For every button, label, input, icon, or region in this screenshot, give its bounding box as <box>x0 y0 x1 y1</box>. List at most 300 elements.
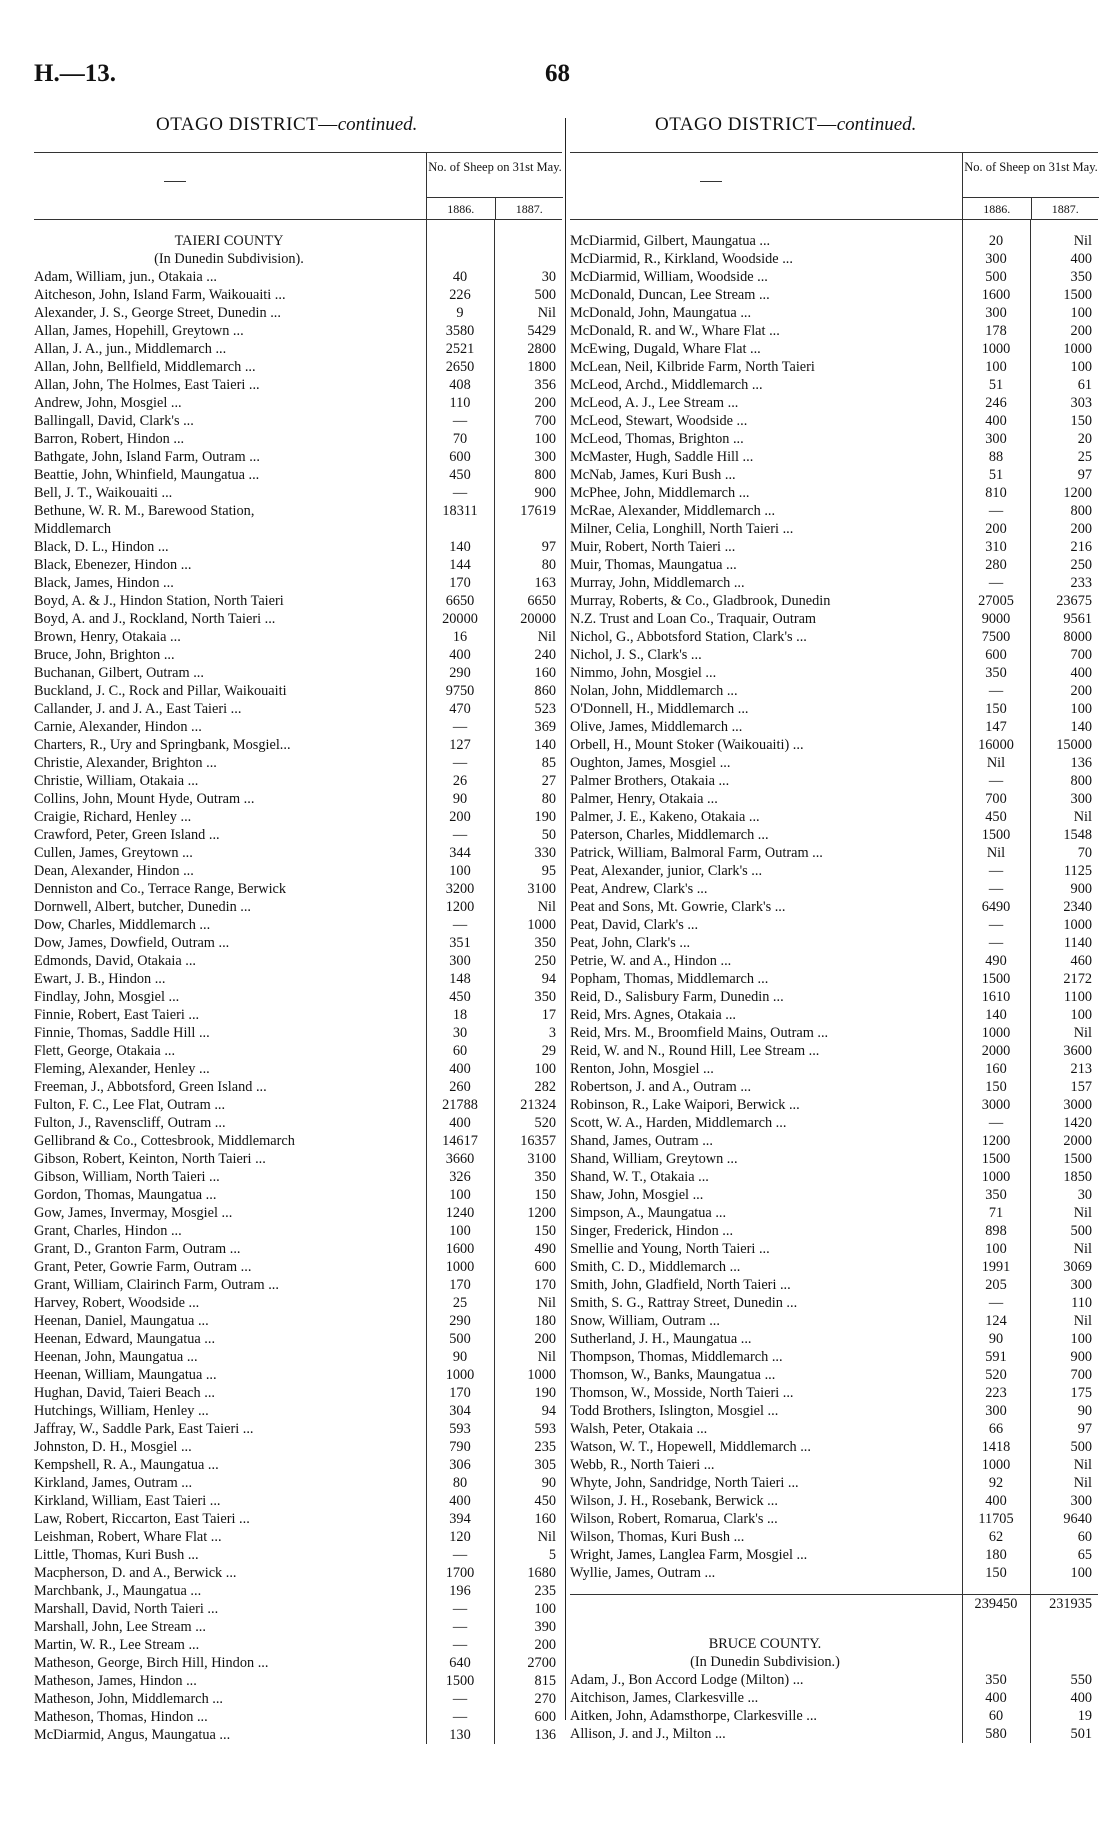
table-row <box>570 340 1098 358</box>
table-row <box>34 952 562 970</box>
sheep-1887: 1500 <box>1063 1151 1092 1167</box>
owner-name: McLeod, Archd., Middlemarch ... <box>570 377 763 393</box>
table-row <box>34 1366 562 1384</box>
sheep-1886: 591 <box>985 1349 1007 1365</box>
table-row <box>570 952 1098 970</box>
table-row <box>570 1689 1098 1707</box>
sheep-1886: 70 <box>452 431 468 447</box>
sheep-1887: 15000 <box>1056 737 1092 753</box>
table-row <box>570 790 1098 808</box>
sheep-1886: — <box>988 881 1004 897</box>
left-header-dash <box>164 181 186 182</box>
sheep-1887: 190 <box>534 809 556 825</box>
sheep-1886: 100 <box>985 359 1007 375</box>
owner-name: Palmer, J. E., Kakeno, Otakaia ... <box>570 809 760 825</box>
sheep-1886: 51 <box>988 377 1004 393</box>
owner-name: Beattie, John, Whinfield, Maungatua ... <box>34 467 260 483</box>
owner-name: Peat, David, Clark's ... <box>570 917 699 933</box>
table-row <box>34 556 562 574</box>
sheep-1886: 520 <box>985 1367 1007 1383</box>
table-row <box>34 1690 562 1708</box>
owner-name: Aitchison, James, Clarkesville ... <box>570 1690 759 1706</box>
table-row <box>570 466 1098 484</box>
sheep-1887: 100 <box>1070 1565 1092 1581</box>
sheep-1887: 19 <box>1077 1708 1092 1724</box>
table-row <box>34 1510 562 1528</box>
owner-name: Little, Thomas, Kuri Bush ... <box>34 1547 199 1563</box>
sheep-1887: 20 <box>1077 431 1092 447</box>
owner-name: Gibson, Robert, Keinton, North Taieri ... <box>34 1151 266 1167</box>
sheep-1887: 29 <box>541 1043 556 1059</box>
sheep-1886: 16 <box>452 629 468 645</box>
sheep-1886: 1500 <box>981 827 1011 843</box>
right-district-name: OTAGO DISTRICT— <box>655 114 837 135</box>
sheep-1887: 300 <box>1070 791 1092 807</box>
sheep-1886: Nil <box>986 845 1006 861</box>
sheep-1887: 450 <box>534 1493 556 1509</box>
table-row <box>570 1671 1098 1689</box>
table-row <box>570 682 1098 700</box>
left-year-1887: 1887. <box>495 198 564 220</box>
owner-name: Dow, Charles, Middlemarch ... <box>34 917 211 933</box>
owner-name: Cullen, James, Greytown ... <box>34 845 193 861</box>
owner-name: Heenan, Edward, Maungatua ... <box>34 1331 216 1347</box>
table-row <box>570 1042 1098 1060</box>
sheep-1886: 326 <box>449 1169 471 1185</box>
sheep-1886: 1000 <box>981 1025 1011 1041</box>
owner-name: Kirkland, James, Outram ... <box>34 1475 193 1491</box>
sheep-1887: 9640 <box>1063 1511 1092 1527</box>
owner-name: Boyd, A. and J., Rockland, North Taieri ... <box>34 611 276 627</box>
owner-name: Thompson, Thomas, Middlemarch ... <box>570 1349 783 1365</box>
sheep-1887: 1850 <box>1063 1169 1092 1185</box>
sheep-1886: 11705 <box>978 1511 1014 1527</box>
right-year-1887: 1887. <box>1031 198 1100 220</box>
sheep-1886: 150 <box>985 1079 1007 1095</box>
owner-name: Fulton, J., Ravenscliff, Outram ... <box>34 1115 226 1131</box>
table-row <box>570 1186 1098 1204</box>
sheep-1886: 1000 <box>981 1169 1011 1185</box>
owner-name: Aitcheson, John, Island Farm, Waikouaiti ... <box>34 287 286 303</box>
sheep-1887: 520 <box>534 1115 556 1131</box>
sheep-1886: 170 <box>449 1385 471 1401</box>
owner-name: Dean, Alexander, Hindon ... <box>34 863 194 879</box>
owner-name: Smellie and Young, North Taieri ... <box>570 1241 770 1257</box>
sheep-1887: 80 <box>541 557 556 573</box>
taieri-county-title: TAIERI COUNTY <box>174 233 284 249</box>
table-row <box>570 628 1098 646</box>
sheep-1886: 500 <box>449 1331 471 1347</box>
sheep-1886: 1500 <box>445 1673 475 1689</box>
owner-name: Kempshell, R. A., Maungatua ... <box>34 1457 219 1473</box>
sheep-1887: 170 <box>534 1277 556 1293</box>
right-sheep-header <box>962 153 1099 219</box>
owner-name: Nichol, G., Abbotsford Station, Clark's ... <box>570 629 807 645</box>
table-row <box>570 754 1098 772</box>
sheep-1886: 1000 <box>445 1367 475 1383</box>
sheep-1886: 280 <box>985 557 1007 573</box>
sheep-1886: — <box>452 827 468 843</box>
sheep-1886: 1240 <box>445 1205 475 1221</box>
table-row <box>34 988 562 1006</box>
owner-name: Barron, Robert, Hindon ... <box>34 431 185 447</box>
owner-name: McDiarmid, Gilbert, Maungatua ... <box>570 233 771 249</box>
owner-name: Peat, Alexander, junior, Clark's ... <box>570 863 763 879</box>
owner-name: Whyte, John, Sandridge, North Taieri ... <box>570 1475 799 1491</box>
table-row <box>570 1276 1098 1294</box>
sheep-1886: 147 <box>985 719 1007 735</box>
sheep-1886: 1991 <box>981 1259 1011 1275</box>
sheep-1886: 130 <box>449 1727 471 1743</box>
table-row <box>570 538 1098 556</box>
sheep-1886: 180 <box>985 1547 1007 1563</box>
owner-name: Christie, William, Otakaia ... <box>34 773 199 789</box>
table-row <box>570 718 1098 736</box>
sheep-1887: Nil <box>537 1349 556 1365</box>
table-row <box>570 1366 1098 1384</box>
sheep-1887: 140 <box>1070 719 1092 735</box>
table-row <box>570 610 1098 628</box>
taieri-subdivision: (In Dunedin Subdivision). <box>154 251 304 267</box>
table-row <box>570 376 1098 394</box>
table-row <box>570 1258 1098 1276</box>
owner-name: Findlay, John, Mosgiel ... <box>34 989 180 1005</box>
owner-name: Brown, Henry, Otakaia ... <box>34 629 181 645</box>
owner-name: Gellibrand & Co., Cottesbrook, Middlemarch <box>34 1133 295 1149</box>
sheep-1886: 6490 <box>981 899 1011 915</box>
owner-name: Alexander, J. S., George Street, Dunedin ... <box>34 305 281 321</box>
sheep-1886: 140 <box>985 1007 1007 1023</box>
table-row <box>34 808 562 826</box>
owner-name: Olive, James, Middlemarch ... <box>570 719 743 735</box>
table-row <box>570 1330 1098 1348</box>
sheep-1886: 1600 <box>445 1241 475 1257</box>
sheep-1886: 450 <box>449 989 471 1005</box>
owner-name: Paterson, Charles, Middlemarch ... <box>570 827 769 843</box>
sheep-1887: 100 <box>534 431 556 447</box>
sheep-1887: Nil <box>537 629 556 645</box>
owner-name: Hughan, David, Taieri Beach ... <box>34 1385 215 1401</box>
sheep-1887: 9561 <box>1063 611 1092 627</box>
table-row <box>570 574 1098 592</box>
owner-name: Johnston, D. H., Mosgiel ... <box>34 1439 192 1455</box>
sheep-1887: Nil <box>1073 1025 1092 1041</box>
owner-name: Matheson, Thomas, Hindon ... <box>34 1709 208 1725</box>
sheep-1887: 175 <box>1070 1385 1092 1401</box>
sheep-1887: 95 <box>541 863 556 879</box>
column-divider <box>565 118 566 1720</box>
owner-name: Matheson, James, Hindon ... <box>34 1673 197 1689</box>
owner-name: Black, James, Hindon ... <box>34 575 174 591</box>
sheep-1887: 2800 <box>527 341 556 357</box>
sheep-1886: 400 <box>985 1690 1007 1706</box>
owner-name: Macpherson, D. and A., Berwick ... <box>34 1565 237 1581</box>
owner-name: Fulton, F. C., Lee Flat, Outram ... <box>34 1097 226 1113</box>
sheep-1887: 1000 <box>1063 341 1092 357</box>
sheep-1887: 200 <box>1070 521 1092 537</box>
table-row <box>570 1438 1098 1456</box>
owner-name: Black, D. L., Hindon ... <box>34 539 169 555</box>
sheep-1886: 9750 <box>445 683 475 699</box>
owner-name: Nolan, John, Middlemarch ... <box>570 683 738 699</box>
sheep-1886: 470 <box>449 701 471 717</box>
sheep-1887: 400 <box>1070 251 1092 267</box>
table-row <box>34 898 562 916</box>
sheep-1886: 124 <box>985 1313 1007 1329</box>
sheep-1886: 40 <box>452 269 468 285</box>
table-row <box>570 1420 1098 1438</box>
sheep-1887: 1420 <box>1063 1115 1092 1131</box>
sheep-1886: 400 <box>449 1061 471 1077</box>
sheep-1887: 2000 <box>1063 1133 1092 1149</box>
sheep-1886: 196 <box>449 1583 471 1599</box>
sheep-1886: 1700 <box>445 1565 475 1581</box>
sheep-1887: 2700 <box>527 1655 556 1671</box>
table-row <box>570 898 1098 916</box>
sheep-1887: 350 <box>534 989 556 1005</box>
sheep-1887: 6650 <box>527 593 556 609</box>
owner-name: Craigie, Richard, Henley ... <box>34 809 192 825</box>
sheep-1886: — <box>988 935 1004 951</box>
sheep-1886: 6650 <box>445 593 475 609</box>
owner-name: Allison, J. and J., Milton ... <box>570 1726 726 1742</box>
sheep-1887: 500 <box>1070 1223 1092 1239</box>
owner-name: O'Donnell, H., Middlemarch ... <box>570 701 749 717</box>
sheep-1887: 150 <box>1070 413 1092 429</box>
sheep-1887: 150 <box>534 1223 556 1239</box>
sheep-1887: 60 <box>1077 1529 1092 1545</box>
table-row <box>34 682 562 700</box>
table-row <box>34 358 562 376</box>
sheep-1886: 16000 <box>978 737 1014 753</box>
sheep-1887: 8000 <box>1063 629 1092 645</box>
owner-name: Wilson, J. H., Rosebank, Berwick ... <box>570 1493 778 1509</box>
owner-name: McDiarmid, R., Kirkland, Woodside ... <box>570 251 793 267</box>
sheep-1886: 71 <box>988 1205 1004 1221</box>
sheep-1887: 900 <box>534 485 556 501</box>
owner-name: Martin, W. R., Lee Stream ... <box>34 1637 200 1653</box>
sheep-1886: 200 <box>985 521 1007 537</box>
owner-name: Grant, D., Granton Farm, Outram ... <box>34 1241 241 1257</box>
table-row <box>570 430 1098 448</box>
sheep-1886: 2000 <box>981 1043 1011 1059</box>
table-row <box>570 1204 1098 1222</box>
sheep-1886: 350 <box>985 1187 1007 1203</box>
sheep-1886: 1500 <box>981 971 1011 987</box>
table-row <box>570 1222 1098 1240</box>
table-row <box>570 772 1098 790</box>
sheep-1887: 140 <box>534 737 556 753</box>
sheep-1887: Nil <box>537 305 556 321</box>
sheep-1886: 21788 <box>442 1097 478 1113</box>
table-row <box>34 1312 562 1330</box>
sheep-1886: 306 <box>449 1457 471 1473</box>
sheep-1886: 100 <box>985 1241 1007 1257</box>
table-row <box>34 736 562 754</box>
total-1887: 231935 <box>1049 1596 1092 1612</box>
sheep-1887: 1200 <box>527 1205 556 1221</box>
sheep-1887: 240 <box>534 647 556 663</box>
sheep-1886: 100 <box>449 863 471 879</box>
sheep-1886: 25 <box>452 1295 468 1311</box>
sheep-1887: 157 <box>1070 1079 1092 1095</box>
table-row <box>34 1276 562 1294</box>
sheep-1887: Nil <box>537 1529 556 1545</box>
table-row <box>34 1258 562 1276</box>
sheep-1887: 600 <box>534 1709 556 1725</box>
table-row <box>570 1294 1098 1312</box>
sheep-1887: 369 <box>534 719 556 735</box>
sheep-1887: 100 <box>1070 701 1092 717</box>
sheep-1887: 460 <box>1070 953 1092 969</box>
table-row <box>34 772 562 790</box>
sheep-1887: Nil <box>1073 1241 1092 1257</box>
table-row <box>34 502 562 520</box>
sheep-1886: 1200 <box>981 1133 1011 1149</box>
owner-name: Finnie, Robert, East Taieri ... <box>34 1007 200 1023</box>
sheep-1887: 390 <box>534 1619 556 1635</box>
owner-name: Scott, W. A., Harden, Middlemarch ... <box>570 1115 787 1131</box>
sheep-1886: 3000 <box>981 1097 1011 1113</box>
sheep-1886: — <box>452 1547 468 1563</box>
owner-name: Wilson, Thomas, Kuri Bush ... <box>570 1529 745 1545</box>
table-row <box>34 1222 562 1240</box>
table-row <box>570 1240 1098 1258</box>
sheep-1887: 815 <box>534 1673 556 1689</box>
owner-name: Matheson, John, Middlemarch ... <box>34 1691 224 1707</box>
sheep-1886: 14617 <box>442 1133 478 1149</box>
sheep-1887: 17619 <box>520 503 556 519</box>
sheep-1887: 80 <box>541 791 556 807</box>
table-row <box>34 376 562 394</box>
table-row <box>570 1528 1098 1546</box>
table-row <box>34 1132 562 1150</box>
table-row <box>570 808 1098 826</box>
sheep-1886: — <box>452 1619 468 1635</box>
owner-name: Grant, William, Clairinch Farm, Outram ... <box>34 1277 279 1293</box>
owner-name: Popham, Thomas, Middlemarch ... <box>570 971 769 987</box>
table-row <box>570 1474 1098 1492</box>
sheep-1886: 170 <box>449 1277 471 1293</box>
owner-name: Marshall, John, Lee Stream ... <box>34 1619 206 1635</box>
sheep-1886: 110 <box>449 395 471 411</box>
sheep-1886: — <box>452 1601 468 1617</box>
sheep-1886: 160 <box>985 1061 1007 1077</box>
sheep-1886: 20 <box>988 233 1004 249</box>
sheep-1887: Nil <box>1073 233 1092 249</box>
sheep-1886: 127 <box>449 737 471 753</box>
table-row <box>34 1024 562 1042</box>
sheep-1886: Nil <box>986 755 1006 771</box>
table-row <box>570 502 1098 520</box>
sheep-1887: 2172 <box>1063 971 1092 987</box>
owner-name: Reid, Mrs. M., Broomfield Mains, Outram ... <box>570 1025 829 1041</box>
sheep-1887: 330 <box>534 845 556 861</box>
sheep-1886: 400 <box>449 1115 471 1131</box>
sheep-1887: 100 <box>1070 1007 1092 1023</box>
bruce-subdivision: (In Dunedin Subdivision.) <box>690 1654 840 1670</box>
sheep-1886: 790 <box>449 1439 471 1455</box>
sheep-1886: 26 <box>452 773 468 789</box>
table-row <box>34 646 562 664</box>
table-row <box>34 592 562 610</box>
owner-name: Bethune, W. R. M., Barewood Station, <box>34 503 255 519</box>
owner-name: Harvey, Robert, Woodside ... <box>34 1295 200 1311</box>
sheep-1887: 900 <box>1070 1349 1092 1365</box>
owner-name: McLeod, A. J., Lee Stream ... <box>570 395 739 411</box>
owner-name: Shaw, John, Mosgiel ... <box>570 1187 704 1203</box>
table-row <box>570 970 1098 988</box>
table-row <box>34 574 562 592</box>
sheep-1887: 216 <box>1070 539 1092 555</box>
table-row <box>570 1150 1098 1168</box>
table-row <box>570 1348 1098 1366</box>
sheep-1886: 51 <box>988 467 1004 483</box>
owner-name: Grant, Peter, Gowrie Farm, Outram ... <box>34 1259 252 1275</box>
sheep-1887: 200 <box>534 1331 556 1347</box>
sheep-1886: 290 <box>449 665 471 681</box>
sheep-1886: 600 <box>449 449 471 465</box>
owner-name: Shand, W. T., Otakaia ... <box>570 1169 709 1185</box>
owner-name: Shand, William, Greytown ... <box>570 1151 738 1167</box>
table-row <box>34 1564 562 1582</box>
sheep-1887: 305 <box>534 1457 556 1473</box>
sheep-1887: 800 <box>1070 773 1092 789</box>
sheep-1887: 800 <box>534 467 556 483</box>
sheep-1886: 351 <box>449 935 471 951</box>
owner-name: Allan, James, Hopehill, Greytown ... <box>34 323 244 339</box>
sheep-1886: 170 <box>449 575 471 591</box>
sheep-1887: 200 <box>1070 683 1092 699</box>
left-column <box>34 152 562 1744</box>
table-row <box>570 1312 1098 1330</box>
table-row <box>34 790 562 808</box>
table-row <box>570 862 1098 880</box>
subdivision-heading <box>34 250 562 268</box>
sheep-1886: 120 <box>449 1529 471 1545</box>
sheep-1887: 94 <box>541 1403 556 1419</box>
table-row <box>570 304 1098 322</box>
table-row <box>34 970 562 988</box>
table-row <box>570 1168 1098 1186</box>
sheep-1887: Nil <box>1073 809 1092 825</box>
right-year-headers <box>963 197 1099 220</box>
sheep-1886: 9 <box>456 305 464 321</box>
left-district-title <box>156 114 417 136</box>
sheep-1887: 3 <box>548 1025 556 1041</box>
table-row <box>34 1114 562 1132</box>
table-row <box>34 916 562 934</box>
table-row <box>34 844 562 862</box>
sheep-1886: 80 <box>452 1475 468 1491</box>
table-row <box>34 1204 562 1222</box>
table-row <box>570 646 1098 664</box>
sheep-1886: 394 <box>449 1511 471 1527</box>
owner-name: McLean, Neil, Kilbride Farm, North Taieri <box>570 359 815 375</box>
sheep-1886: 300 <box>985 305 1007 321</box>
table-row <box>34 1654 562 1672</box>
sheep-1886: 1000 <box>981 1457 1011 1473</box>
sheep-1887: 30 <box>541 269 556 285</box>
sheep-1887: 233 <box>1070 575 1092 591</box>
table-row <box>570 1564 1098 1582</box>
sheep-1887: 50 <box>541 827 556 843</box>
table-row <box>34 1582 562 1600</box>
sheep-1887: 300 <box>1070 1493 1092 1509</box>
left-district-name: OTAGO DISTRICT— <box>156 114 338 135</box>
owner-name: Patrick, William, Balmoral Farm, Outram ... <box>570 845 823 861</box>
sheep-1887: 2340 <box>1063 899 1092 915</box>
